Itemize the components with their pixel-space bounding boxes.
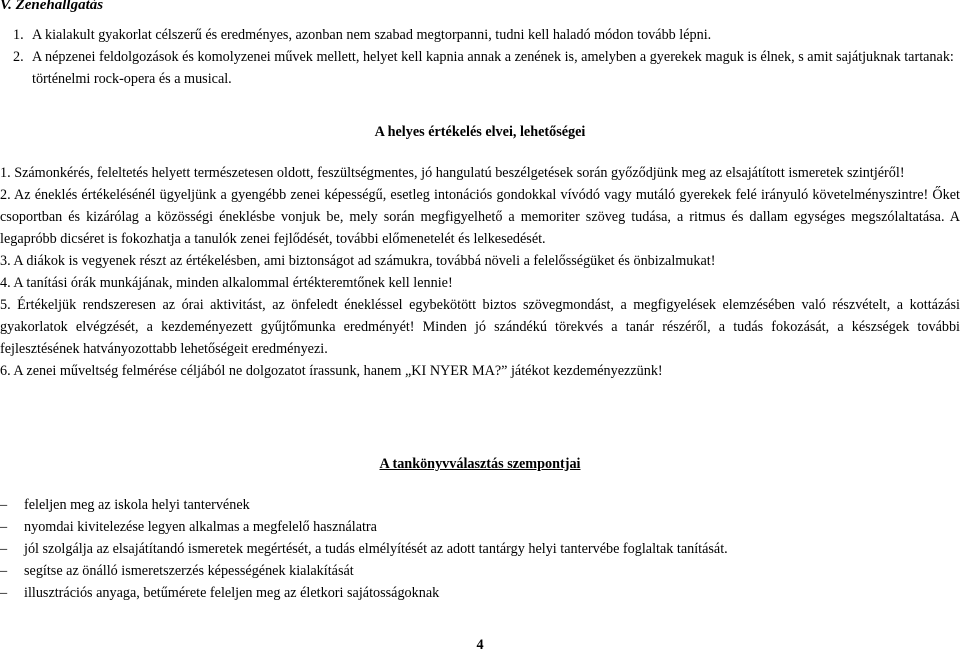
evaluation-item: 3. A diákok is vegyenek részt az értékelésben, ami biztonságot ad számukra, továbbá növeli a felelősségüket és önbizalmukat! [0,253,716,269]
list-item [0,538,960,560]
list-item [0,560,960,582]
item-text: illusztrációs anyaga, betűmérete feleljen meg az életkori sajátosságoknak [24,585,440,601]
dash-bullet: – [0,541,8,557]
item-text: A kialakult gyakorlat célszerű és eredményes, azonban nem szabad megtorpanni, tudni kell haladó módon tovább lépni. [32,27,712,43]
list-item [13,46,958,90]
item-number: 2. [13,49,24,65]
evaluation-item: 6. A zenei műveltség felmérése céljából ne dolgozatot írassunk, hanem „KI NYER MA?” játékot kezdeményezzünk! [0,363,663,379]
list-item [13,24,958,46]
item-text: jól szolgálja az elsajátítandó ismeretek megértését, a tudás elmélyítését az adott tantárgy helyi tantervébe foglaltak tanítását. [24,541,728,557]
evaluation-item: 4. A tanítási órák munkájának, minden alkalommal értékteremtőnek kell lennie! [0,275,453,291]
item-number: 1. [13,27,24,43]
evaluation-item: 2. Az éneklés értékelésénél ügyeljünk a gyengébb zenei képességű, esetleg intonációs gondokkal vívódó vagy mutáló gyerekek felé irányuló követelményszintre! Őket csoportban és kizárólag a közösségi éneklésbe vonjuk be, mely során megfigyelhető a memoriter szöveg tudása, a ritmus és dallam egységes megszólaltatása. A legapróbb dicséret is fokozhatja a tanulók zenei fejlődését, további előmenetelét és lelkesedését. [0,187,960,247]
dash-bullet: – [0,497,8,513]
textbook-heading: A tankönyvválasztás szempontjai [379,456,581,472]
list-item [0,516,960,538]
evaluation-item: 5. Értékeljük rendszeresen az órai aktivitást, az önfeledt énekléssel egybekötött biztos szövegmondást, a megfigyelések elemzésében való részvételt, a kottázási gyakorlatok elvégzését, a kezdeményezett gyűjtőmunka eredményét! Minden jó szándékú törekvés a tanár részéről, a tudás fokozását, a készségek további fejlesztésének hatványozottabb lehetőségeit eredményezi. [0,297,960,357]
evaluation-heading: A helyes értékelés elvei, lehetőségei [374,124,586,140]
item-text: segítse az önálló ismeretszerzés képességének kialakítását [24,563,354,579]
item-text: nyomdai kivitelezése legyen alkalmas a megfelelő használatra [24,519,377,535]
item-text: feleljen meg az iskola helyi tantervének [24,497,250,513]
intro-list [13,24,958,90]
evaluation-item: 1. Számonkérés, feleltetés helyett természetesen oldott, feszültségmentes, jó hangulatú beszélgetések során győződjünk meg az elsajátított ismeretek szintjéről! [0,165,905,181]
evaluation-list [0,162,960,382]
list-item [0,582,960,604]
dash-bullet: – [0,519,8,535]
dash-bullet: – [0,585,8,601]
item-text: A népzenei feldolgozások és komolyzenei művek mellett, helyet kell kapnia annak a zenének is, amelyben a gyerekek maguk is élnek, s amit sajátjuknak tartanak: történelmi rock-opera és a musical. [32,49,954,87]
textbook-criteria-list [0,494,960,604]
page-number: 4 [476,637,484,653]
list-item [0,494,960,516]
section-title: V. Zenehallgatás [0,0,104,13]
dash-bullet: – [0,563,8,579]
